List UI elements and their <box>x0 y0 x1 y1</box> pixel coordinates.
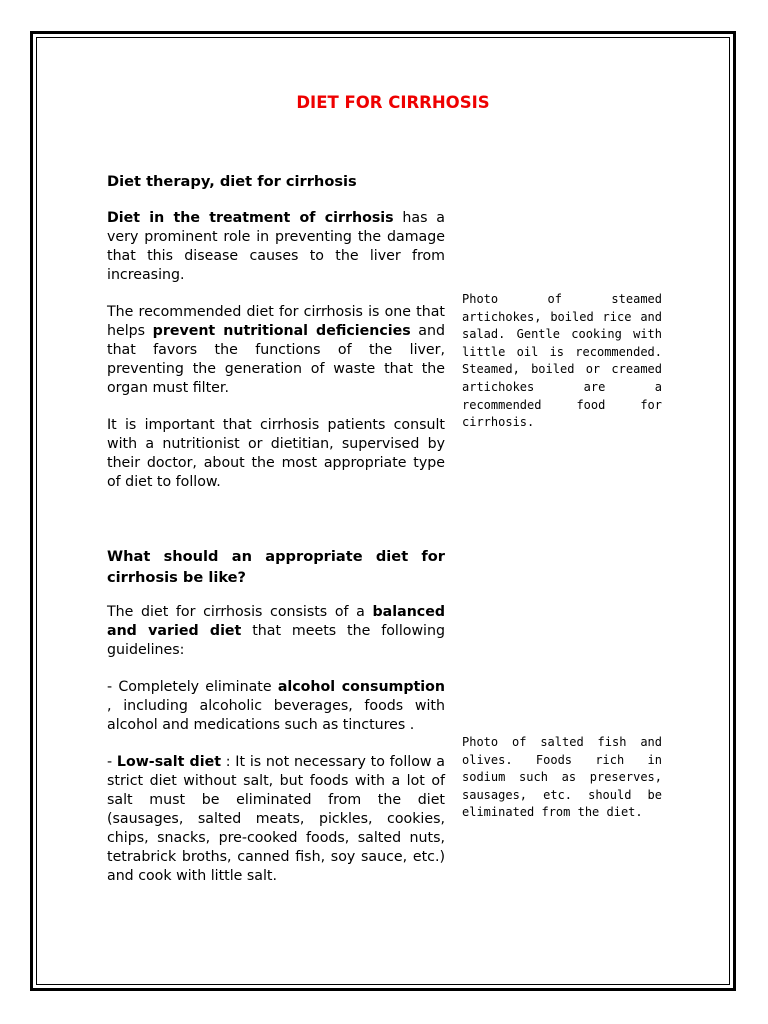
bold-low-salt: Low-salt diet <box>116 754 221 770</box>
section-heading-appropriate-diet: What should an appropriate diet for cirrhosis be like? <box>107 548 445 586</box>
text-treatment: has a very prominent role in preventing the damage that this disease causes to the liver from increasing. <box>107 210 446 283</box>
bold-treatment: Diet in the treatment of cirrhosis <box>107 210 394 226</box>
page-title: DIET FOR CIRRHOSIS <box>296 93 490 112</box>
list-item-alcohol <box>107 678 445 735</box>
bold-balanced: balanced and varied diet <box>107 604 445 639</box>
paragraph-treatment <box>107 209 445 285</box>
section-heading-diet-therapy: Diet therapy, diet for cirrhosis <box>107 173 357 190</box>
text-alcohol: , including alcoholic beverages, foods with alcohol and medications such as tinctures . <box>107 698 445 733</box>
text-low-salt: : It is not necessary to follow a strict diet without salt, but foods with a lot of salt must be eliminated from the diet (sausages, salted meats, pickles, cookies, chips, snacks, pre-cooked foods, salted nuts, tetrabrick broths, canned fish, soy sauce, etc.) and cook with little salt. <box>107 754 445 884</box>
bold-alcohol: alcohol consumption <box>277 679 445 695</box>
text-salt-dash: - <box>107 754 117 770</box>
paragraph-recommended <box>107 303 445 398</box>
section-diet-therapy <box>107 171 445 492</box>
list-item-low-salt <box>107 753 445 886</box>
caption-artichokes: Photo of steamed artichokes, boiled rice and salad. Gentle cooking with little oil is recommended. Steamed, boiled or creamed artichokes are a recommended food for cirrhosis. <box>462 292 662 430</box>
text-alcohol-dash: - Completely eliminate <box>107 679 278 695</box>
caption-salted-fish: Photo of salted fish and olives. Foods rich in sodium such as preserves, sausages, etc. should be eliminated from the diet. <box>462 735 662 820</box>
bold-deficiencies: prevent nutritional deficiencies <box>152 323 411 339</box>
text-recommended-a: The recommended diet for cirrhosis is one that helps <box>107 304 445 339</box>
section-appropriate-diet <box>107 546 445 886</box>
text-balanced-b: that meets the following guidelines: <box>107 623 445 658</box>
text-balanced-a: The diet for cirrhosis consists of a <box>107 604 373 620</box>
paragraph-consult: It is important that cirrhosis patients consult with a nutritionist or dietitian, supervised by their doctor, about the most appropriate type of diet to follow. <box>107 417 445 490</box>
text-recommended-b: and that favors the functions of the liver, preventing the generation of waste that the organ must filter. <box>107 323 445 396</box>
paragraph-balanced <box>107 603 445 660</box>
